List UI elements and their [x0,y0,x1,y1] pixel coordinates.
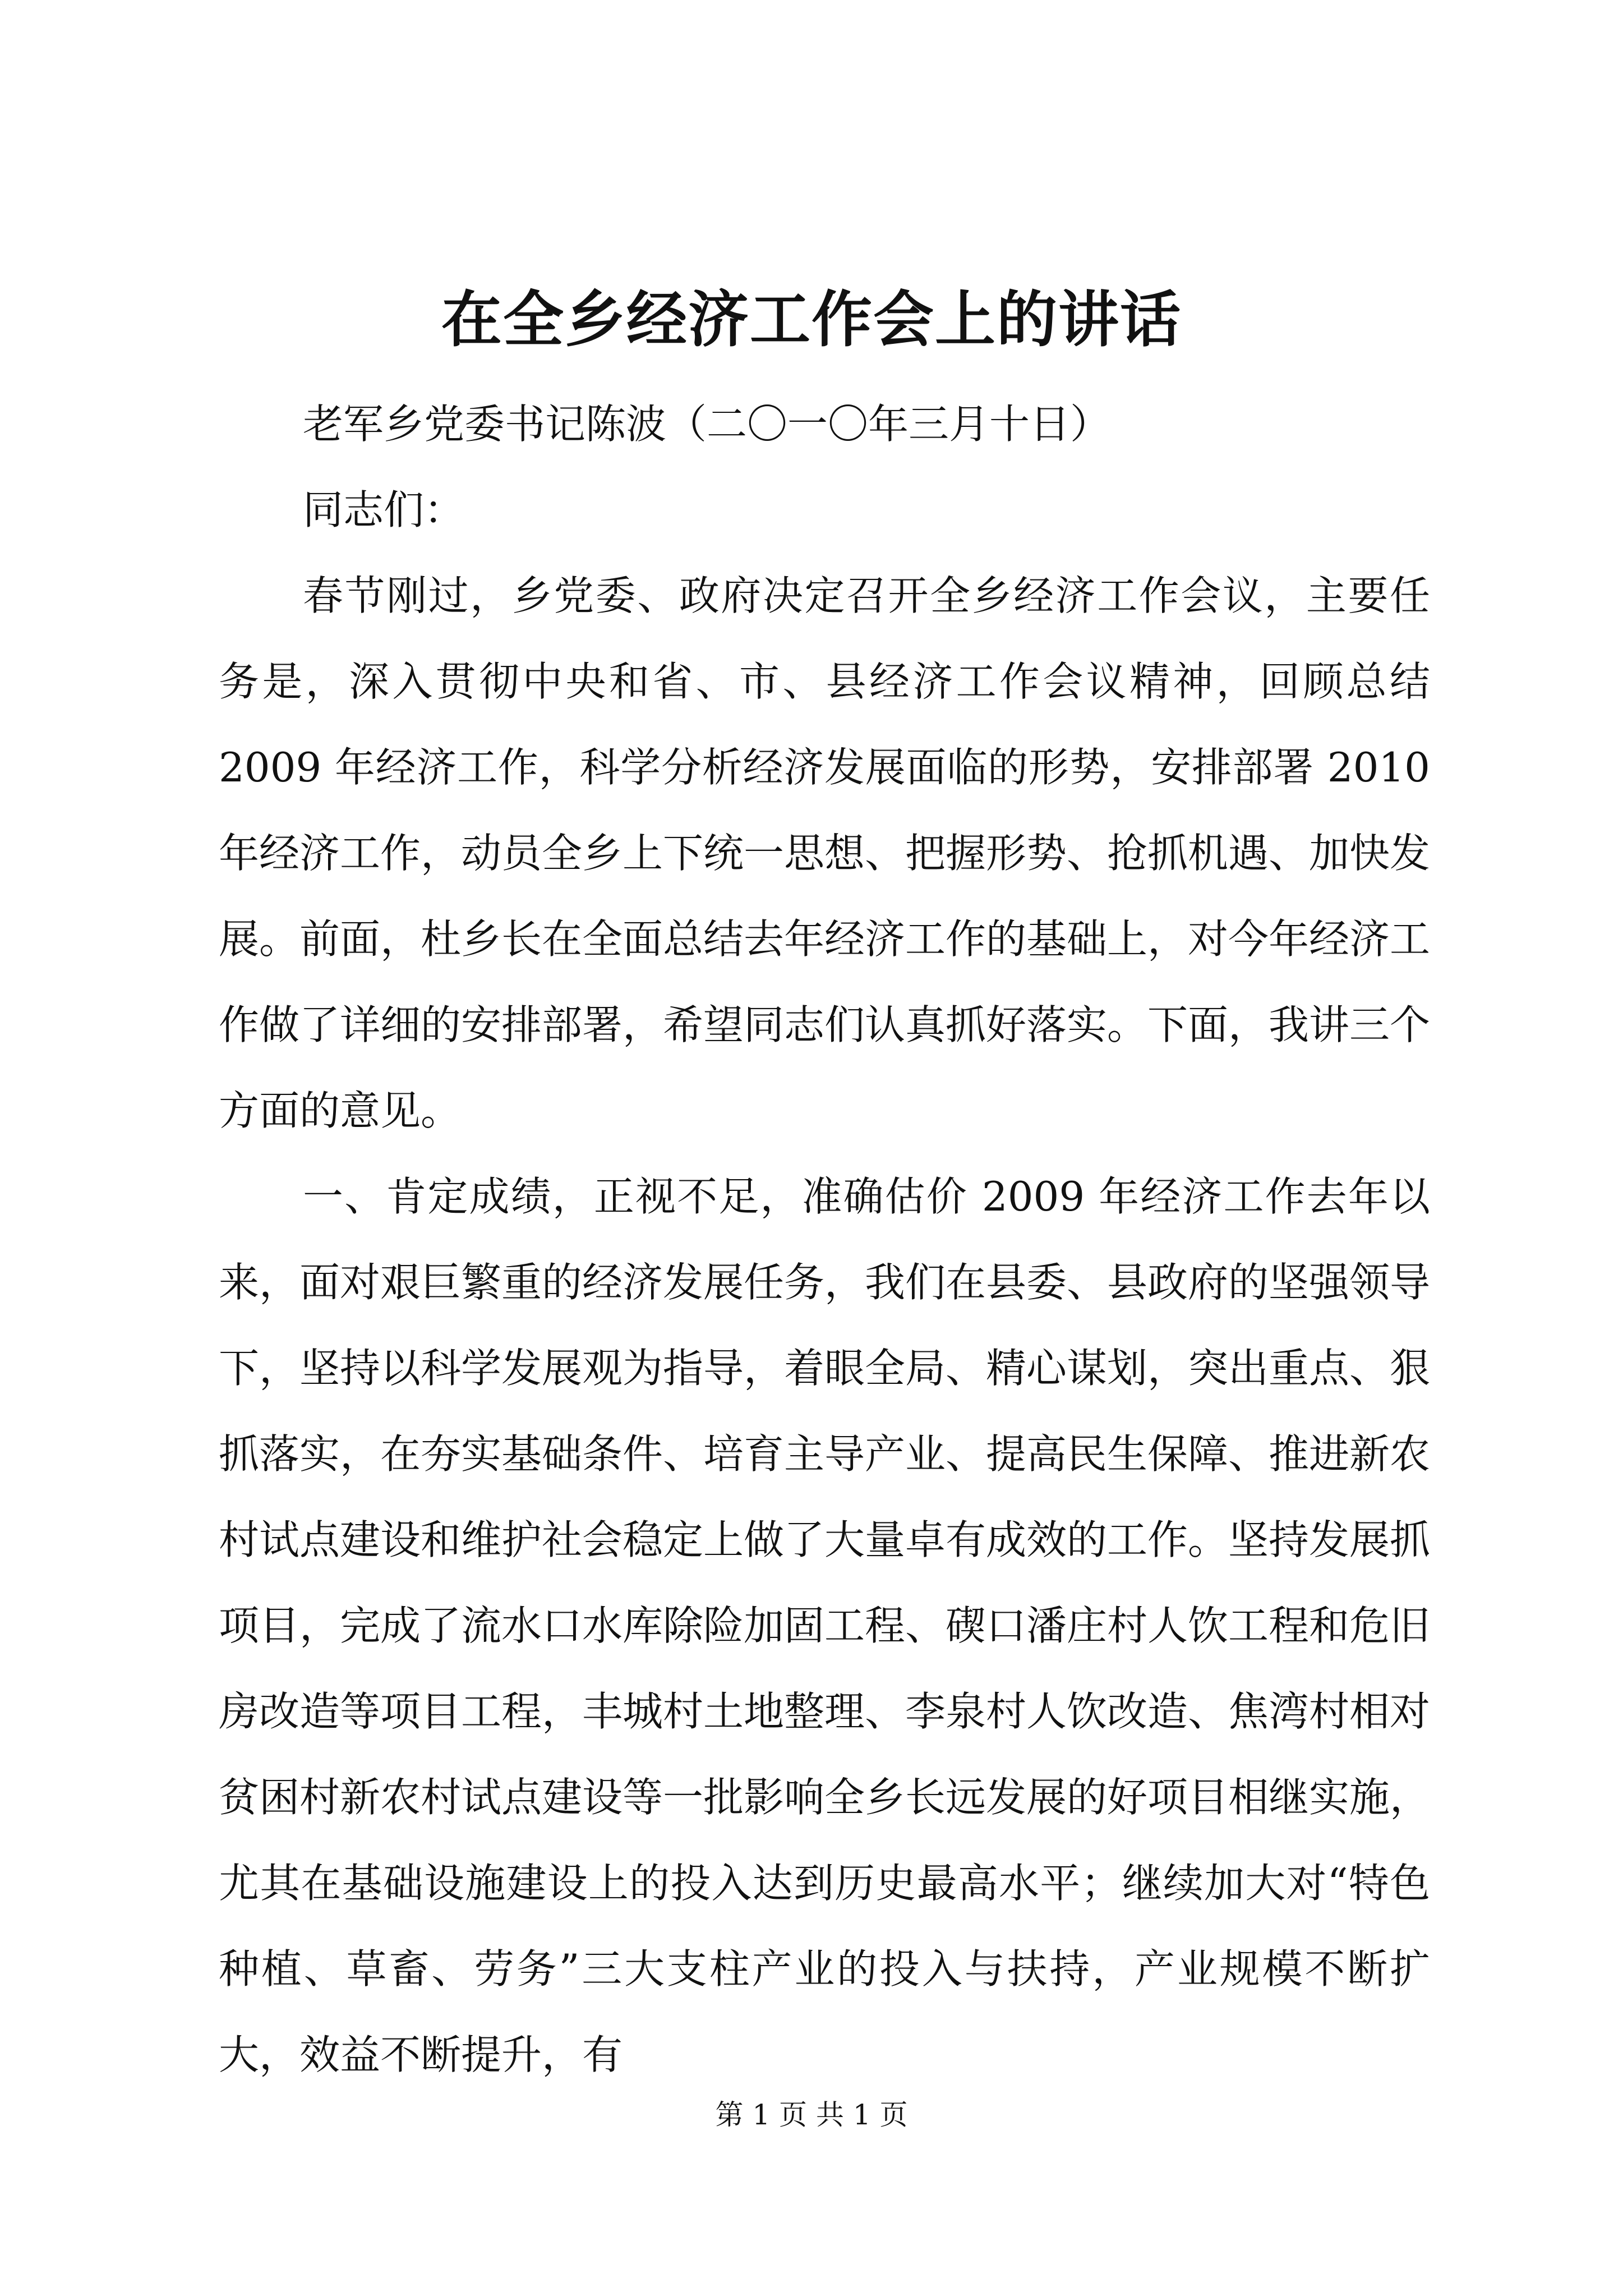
paragraph: 春节刚过，乡党委、政府决定召开全乡经济工作会议，主要任务是，深入贯彻中央和省、市、县经济工作会议精神，回顾总结 2009 年经济工作，科学分析经济发展面临的形势，安排部署 2010 年经济工作，动员全乡上下统一思想、把握形势、抢抓机遇、加快发展。前面，杜乡长在全面总结去年经济工作的基础上，对今年经济工作做了详细的安排部署，希望同志们认真抓好落实。下面，我讲三个方面的意见。 [219,572,1431,1134]
document-body [219,381,1430,2098]
paragraph: 一、肯定成绩，正视不足，准确估价 2009 年经济工作去年以来，面对艰巨繁重的经济发展任务，我们在县委、县政府的坚强领导下，坚持以科学发展观为指导，着眼全局、精心谋划，突出重点、狠抓落实，在夯实基础条件、培育主导产业、提高民生保障、推进新农村试点建设和维护社会稳定上做了大量卓有成效的工作。坚持发展抓项目，完成了流水口水库除险加固工程、碶口潘庄村人饮工程和危旧房改造等项目工程，丰城村土地整理、李泉村人饮改造、焦湾村相对贫困村新农村试点建设等一批影响全乡长远发展的好项目相继实施，尤其在基础设施建设上的投入达到历史最高水平；继续加大对“特色种植、草畜、劳务”三大支柱产业的投入与扶持，产业规模不断扩大，效益不断提升，有 [219,1173,1431,2078]
document-title: 在全乡经济工作会上的讲话 [441,284,1182,355]
byline: 老军乡党委书记陈波（二〇一〇年三月十日） [303,401,1111,448]
page-footer: 第 1 页 共 1 页 [715,2099,908,2131]
salutation: 同志们： [303,486,465,533]
